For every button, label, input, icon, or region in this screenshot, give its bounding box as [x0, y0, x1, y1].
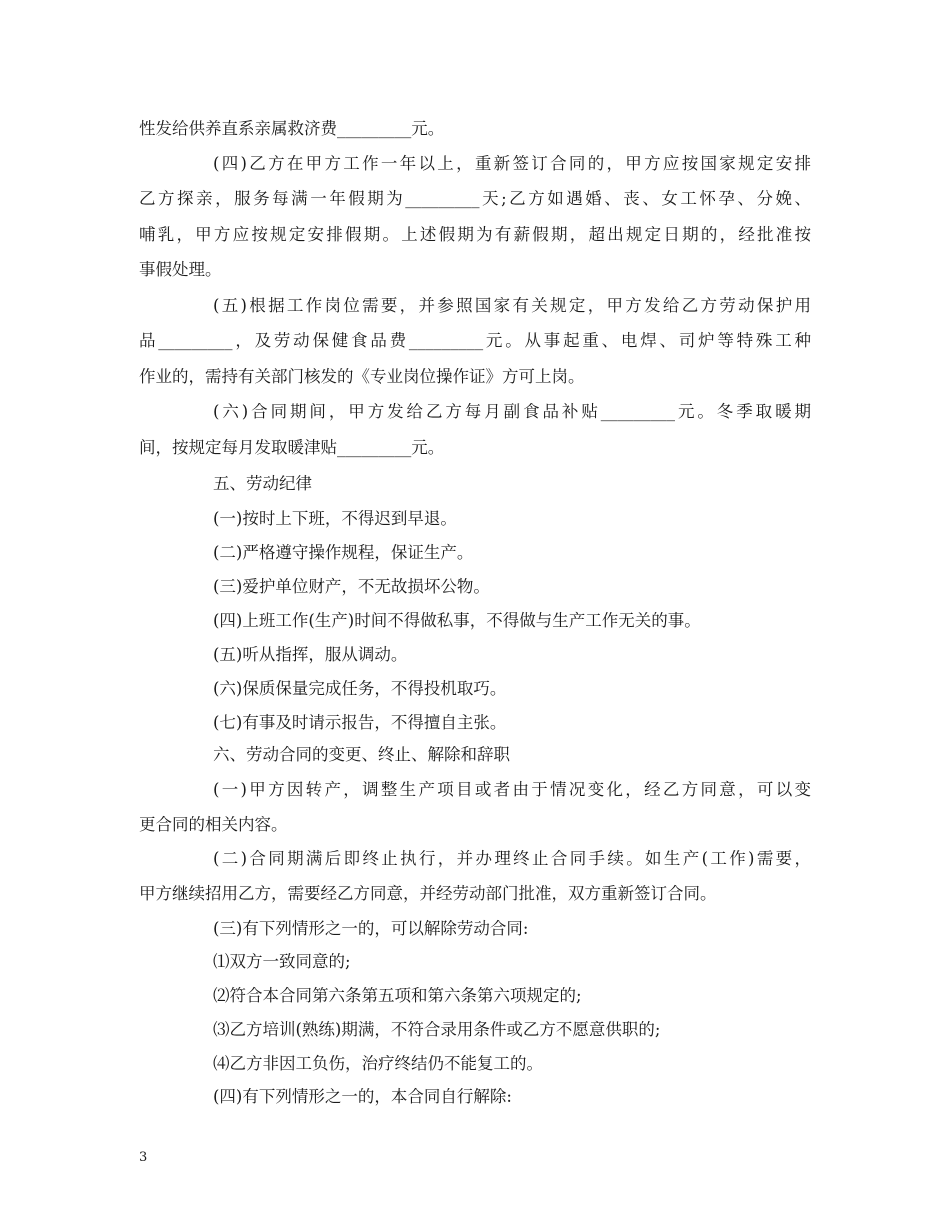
paragraph-line: 乙方探亲，服务每满一年假期为_________天;乙方如遇婚、丧、女工怀孕、分娩、	[139, 189, 811, 208]
list-item: ⑵符合本合同第六条第五项和第六条第六项规定的;	[213, 986, 582, 1005]
paragraph-line: (五)根据工作岗位需要，并参照国家有关规定，甲方发给乙方劳动保护用	[213, 296, 811, 315]
paragraph-line: 品_________，及劳动保健食品费_________元。从事起重、电焊、司炉等特殊工种	[139, 331, 811, 350]
list-item: (六)保质保量完成任务，不得投机取巧。	[213, 679, 507, 698]
list-item: (三)有下列情形之一的，可以解除劳动合同:	[213, 919, 529, 938]
list-item: (二)严格遵守操作规程，保证生产。	[213, 543, 474, 562]
page-number: 3	[139, 1150, 148, 1165]
list-item: (三)爱护单位财产，不无故损坏公物。	[213, 577, 490, 596]
paragraph-line: 作业的，需持有关部门核发的《专业岗位操作证》方可上岗。	[139, 367, 585, 386]
section-heading: 六、劳动合同的变更、终止、解除和辞职	[213, 745, 510, 764]
list-item: (五)听从指挥，服从调动。	[213, 645, 408, 664]
list-item: (四)有下列情形之一的，本合同自行解除:	[213, 1087, 512, 1106]
paragraph-line: 甲方继续招用乙方，需要经乙方同意，并经劳动部门批准，双方重新签订合同。	[139, 884, 717, 903]
paragraph-line: (六)合同期间，甲方发给乙方每月副食品补贴_________元。冬季取暖期	[213, 402, 811, 421]
paragraph-line: (四)乙方在甲方工作一年以上，重新签订合同的，甲方应按国家规定安排	[213, 154, 811, 173]
paragraph-line: 事假处理。	[139, 260, 222, 279]
list-item: ⑶乙方培训(熟练)期满，不符合录用条件或乙方不愿意供职的;	[213, 1020, 661, 1039]
paragraph-line: (二)合同期满后即终止执行，并办理终止合同手续。如生产(工作)需要，	[213, 849, 811, 868]
section-heading: 五、劳动纪律	[213, 474, 312, 493]
list-item: (一)按时上下班，不得迟到早退。	[213, 509, 457, 528]
paragraph-line: 性发给供养直系亲属救济费_________元。	[139, 119, 445, 138]
list-item: ⑴双方一致同意的;	[213, 952, 351, 971]
paragraph-line: 更合同的相关内容。	[139, 815, 288, 834]
paragraph-line: (一)甲方因转产，调整生产项目或者由于情况变化，经乙方同意，可以变	[213, 780, 811, 799]
paragraph-line: 间，按规定每月发取暖津贴_________元。	[139, 438, 445, 457]
list-item: (四)上班工作(生产)时间不得做私事，不得做与生产工作无关的事。	[213, 611, 701, 630]
paragraph-line: 哺乳，甲方应按规定安排假期。上述假期为有薪假期，超出规定日期的，经批准按	[139, 225, 811, 244]
list-item: ⑷乙方非因工负伤，治疗终结仍不能复工的。	[213, 1054, 543, 1073]
list-item: (七)有事及时请示报告，不得擅自主张。	[213, 713, 507, 732]
